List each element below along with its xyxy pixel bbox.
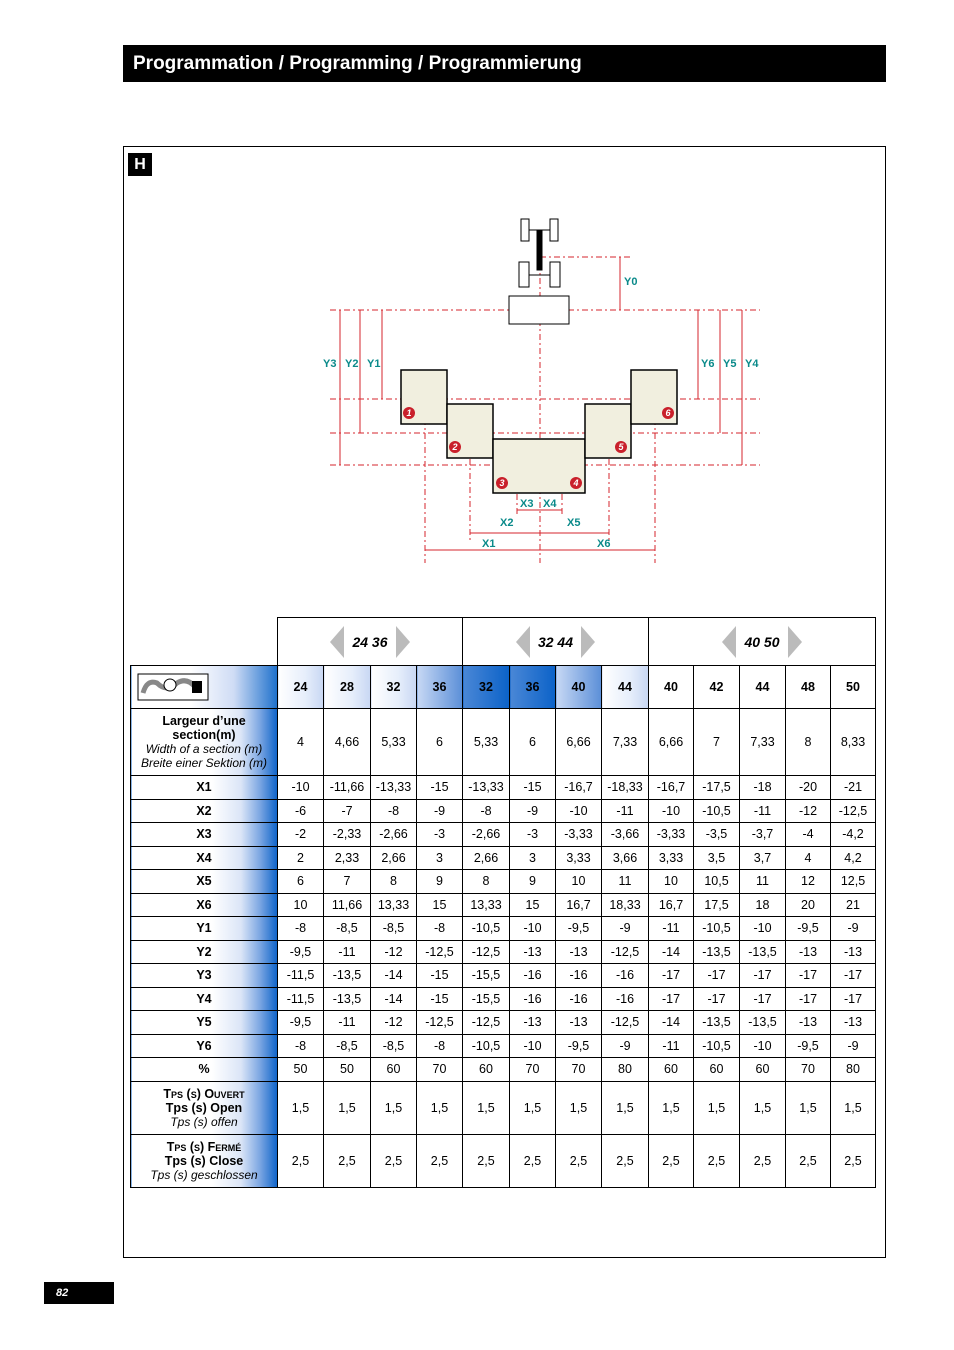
width-cell: 5,33 [371,709,417,776]
table-cell: -9,5 [556,917,602,941]
table-cell: 20 [786,893,831,917]
close-time-cell: 2,5 [649,1134,694,1187]
table-cell: 4,2 [831,846,876,870]
table-cell: 60 [463,1058,510,1082]
label-x6: X6 [597,538,611,550]
table-cell: -8 [417,1034,463,1058]
table-cell: -17 [740,987,786,1011]
table-cell: -9 [831,1034,876,1058]
close-time-cell: 2,5 [417,1134,463,1187]
table-row [131,1011,876,1035]
table-cell: -8 [371,799,417,823]
table-cell: -8 [463,799,510,823]
table-cell: 2,66 [463,846,510,870]
table-cell: 16,7 [556,893,602,917]
table-cell: -3 [417,823,463,847]
table-cell: -4 [786,823,831,847]
table-cell: 60 [649,1058,694,1082]
width-cell: 7,33 [740,709,786,776]
table-cell: 70 [510,1058,556,1082]
close-time-cell: 2,5 [740,1134,786,1187]
table-cell: -2,66 [463,823,510,847]
open-time-cell: 1,5 [602,1081,649,1134]
row-label: Y3 [131,964,278,988]
table-cell: -11 [649,917,694,941]
label-x5: X5 [567,517,581,529]
table-cell: -2 [278,823,324,847]
open-time-cell: 1,5 [463,1081,510,1134]
table-cell: -17 [694,987,740,1011]
close-time-cell: 2,5 [602,1134,649,1187]
table-row [131,823,876,847]
table-cell: -17 [786,987,831,1011]
table-cell: -3,33 [556,823,602,847]
table-cell: -15,5 [463,987,510,1011]
table-cell: -9 [831,917,876,941]
row-label: X3 [131,823,278,847]
section-number-5: 5 [618,442,624,452]
col-header-11: 48 [786,666,831,709]
open-time-cell: 1,5 [694,1081,740,1134]
col-header-0: 24 [278,666,324,709]
table-cell: 3,33 [649,846,694,870]
table-cell: 60 [694,1058,740,1082]
group-label-40-50: 40 50 [722,628,801,656]
table-cell: 13,33 [371,893,417,917]
table-cell: -8 [278,1034,324,1058]
table-cell: -14 [649,1011,694,1035]
section-number-2: 2 [452,442,458,452]
table-cell: -2,33 [324,823,371,847]
table-cell: -12,5 [417,940,463,964]
table-cell: -17,5 [694,776,740,800]
table-row [131,846,876,870]
page-number: 82 [44,1282,114,1304]
row-label: X4 [131,846,278,870]
table-cell: -12,5 [831,799,876,823]
width-cell: 7 [694,709,740,776]
table-cell: -10,5 [694,917,740,941]
table-cell: -11 [649,1034,694,1058]
open-time-cell: 1,5 [786,1081,831,1134]
table-cell: 15 [510,893,556,917]
table-cell: 60 [740,1058,786,1082]
table-cell: -16 [556,964,602,988]
open-time-cell: 1,5 [417,1081,463,1134]
table-cell: 13,33 [463,893,510,917]
close-time-cell: 2,5 [371,1134,417,1187]
table-cell: -11,66 [324,776,371,800]
width-cell: 6,66 [556,709,602,776]
table-cell: 3,5 [694,846,740,870]
table-row [131,987,876,1011]
table-row [131,799,876,823]
table-cell: -13,33 [463,776,510,800]
table-cell: -16 [556,987,602,1011]
open-time-cell: 1,5 [831,1081,876,1134]
table-cell: -2,66 [371,823,417,847]
label-x2: X2 [500,517,514,529]
table-cell: -12 [371,940,417,964]
table-cell: 50 [278,1058,324,1082]
table-cell: -13,33 [371,776,417,800]
open-time-cell: 1,5 [556,1081,602,1134]
table-cell: -8,5 [371,917,417,941]
label-x3: X3 [520,498,534,510]
table-cell: -11,5 [278,987,324,1011]
open-time-cell: 1,5 [371,1081,417,1134]
table-cell: -10,5 [694,799,740,823]
col-header-1: 28 [324,666,371,709]
table-cell: -10 [510,1034,556,1058]
close-time-cell: 2,5 [694,1134,740,1187]
table-cell: -17 [649,987,694,1011]
table-cell: -16 [510,987,556,1011]
table-cell: 10,5 [694,870,740,894]
label-x4: X4 [543,498,557,510]
table-cell: -14 [371,987,417,1011]
table-cell: -9,5 [278,1011,324,1035]
table-row [131,1058,876,1082]
col-header-4: 32 [463,666,510,709]
table-cell: -12,5 [602,940,649,964]
sprayer-section-diagram [300,205,780,570]
width-cell: 8,33 [831,709,876,776]
table-cell: -15 [417,776,463,800]
close-time-cell: 2,5 [831,1134,876,1187]
table-cell: -10,5 [463,1034,510,1058]
table-cell: -13,5 [324,964,371,988]
table-cell: -20 [786,776,831,800]
close-time-cell: 2,5 [786,1134,831,1187]
table-cell: -9,5 [556,1034,602,1058]
col-header-5: 36 [510,666,556,709]
row-label: % [131,1058,278,1082]
row-label: X6 [131,893,278,917]
table-row [131,917,876,941]
table-cell: -14 [649,940,694,964]
table-cell: 4 [786,846,831,870]
table-cell: 10 [556,870,602,894]
table-cell: -9 [602,917,649,941]
table-cell: -10 [740,1034,786,1058]
row-label: X2 [131,799,278,823]
table-cell: -14 [371,964,417,988]
table-cell: -10,5 [694,1034,740,1058]
table-cell: -13,5 [740,1011,786,1035]
table-cell: 2 [278,846,324,870]
open-time-cell: 1,5 [510,1081,556,1134]
table-cell: -11 [324,1011,371,1035]
table-cell: -10 [510,917,556,941]
table-cell: -13 [510,1011,556,1035]
table-cell: -15 [417,964,463,988]
width-cell: 6,66 [649,709,694,776]
table-cell: -8,5 [324,1034,371,1058]
table-cell: -12,5 [463,1011,510,1035]
table-cell: 9 [417,870,463,894]
label-y2: Y2 [345,358,359,370]
col-header-12: 50 [831,666,876,709]
group-label-24-36: 24 36 [330,628,409,656]
table-cell: 6 [278,870,324,894]
table-cell: -13,5 [694,1011,740,1035]
table-cell: -8 [278,917,324,941]
page-title: Programmation / Programming / Programmierung [133,53,582,74]
table-cell: 11 [740,870,786,894]
column-header-row [131,666,876,709]
table-cell: 80 [602,1058,649,1082]
table-cell: -17 [831,987,876,1011]
table-cell: -10 [278,776,324,800]
width-cell: 5,33 [463,709,510,776]
table-cell: -15 [417,987,463,1011]
table-cell: -8,5 [371,1034,417,1058]
table-cell: 7 [324,870,371,894]
sprayer-icon-cell [131,666,278,709]
table-cell: -3,5 [694,823,740,847]
table-cell: -4,2 [831,823,876,847]
table-cell: -11 [602,799,649,823]
table-cell: -9,5 [786,1034,831,1058]
group-label-32-44: 32 44 [516,628,595,656]
table-cell: 18,33 [602,893,649,917]
table-cell: -13,5 [740,940,786,964]
table-cell: -17 [694,964,740,988]
table-cell: 10 [278,893,324,917]
page-header [123,45,886,82]
row-label: X1 [131,776,278,800]
table-cell: -8,5 [324,917,371,941]
group-32-44 [463,618,649,666]
table-cell: -9,5 [786,917,831,941]
table-cell: -16,7 [556,776,602,800]
table-cell: 8 [463,870,510,894]
label-y1: Y1 [367,358,381,370]
close-time-cell: 2,5 [556,1134,602,1187]
table-row [131,893,876,917]
table-cell: -13,5 [324,987,371,1011]
table-cell: -10 [740,917,786,941]
table-row [131,776,876,800]
table-cell: 70 [417,1058,463,1082]
table-cell: 11,66 [324,893,371,917]
table-cell: -15,5 [463,964,510,988]
close-time-cell: 2,5 [278,1134,324,1187]
section-width-row [131,709,876,776]
table-cell: 3,66 [602,846,649,870]
table-cell: -17 [786,964,831,988]
table-cell: 10 [649,870,694,894]
table-cell: -12,5 [417,1011,463,1035]
table-row [131,940,876,964]
table-cell: -9 [417,799,463,823]
table-cell: 21 [831,893,876,917]
open-time-row [131,1081,876,1134]
label-y4: Y4 [745,358,759,370]
close-time-row [131,1134,876,1187]
table-row [131,870,876,894]
table-cell: 8 [371,870,417,894]
table-cell: 2,66 [371,846,417,870]
table-cell: -18 [740,776,786,800]
col-header-8: 40 [649,666,694,709]
table-cell: -12,5 [463,940,510,964]
table-cell: -11 [740,799,786,823]
width-cell: 4,66 [324,709,371,776]
table-cell: -3 [510,823,556,847]
section-number-4: 4 [573,478,579,488]
table-cell: -12,5 [602,1011,649,1035]
table-cell: 70 [786,1058,831,1082]
row-label: Y1 [131,917,278,941]
table-cell: -17 [831,964,876,988]
label-y0: Y0 [624,276,638,288]
open-time-cell: 1,5 [278,1081,324,1134]
col-header-3: 36 [417,666,463,709]
table-cell: -10 [649,799,694,823]
section-number-3: 3 [499,478,505,488]
table-cell: 12,5 [831,870,876,894]
table-cell: -12 [786,799,831,823]
table-cell: -9 [602,1034,649,1058]
row-label: X5 [131,870,278,894]
section-width-label: Largeur d’une section(m) Width of a section (m) Breite einer Sektion (m) [131,709,278,776]
table-cell: -13,5 [694,940,740,964]
open-time-label: Tps (s) Ouvert Tps (s) Open Tps (s) offen [131,1081,278,1134]
section-number-6: 6 [665,408,671,418]
table-cell: -16 [510,964,556,988]
close-time-cell: 2,5 [510,1134,556,1187]
table-cell: -9 [510,799,556,823]
table-cell: 2,33 [324,846,371,870]
label-y3: Y3 [323,358,337,370]
table-cell: -16 [602,964,649,988]
table-cell: 50 [324,1058,371,1082]
table-cell: -8 [417,917,463,941]
col-header-6: 40 [556,666,602,709]
table-cell: -17 [740,964,786,988]
row-label: Y6 [131,1034,278,1058]
table-cell: 3,33 [556,846,602,870]
table-cell: -3,33 [649,823,694,847]
table-cell: -6 [278,799,324,823]
width-cell: 6 [510,709,556,776]
programming-table [130,617,876,1188]
table-cell: -16,7 [649,776,694,800]
table-cell: 3,7 [740,846,786,870]
table-cell: -13 [831,940,876,964]
table-cell: -3,66 [602,823,649,847]
width-cell: 4 [278,709,324,776]
table-cell: 60 [371,1058,417,1082]
open-time-cell: 1,5 [649,1081,694,1134]
section-number-1: 1 [406,408,412,418]
table-cell: -12 [371,1011,417,1035]
table-cell: -9,5 [278,940,324,964]
table-cell: -11,5 [278,964,324,988]
table-cell: 18 [740,893,786,917]
group-header-row [131,618,876,666]
table-cell: -21 [831,776,876,800]
label-y5: Y5 [723,358,737,370]
table-cell: -13 [510,940,556,964]
close-time-cell: 2,5 [324,1134,371,1187]
table-cell: 70 [556,1058,602,1082]
table-cell: -10,5 [463,917,510,941]
table-cell: 12 [786,870,831,894]
col-header-2: 32 [371,666,417,709]
table-cell: 3 [510,846,556,870]
width-cell: 8 [786,709,831,776]
width-cell: 6 [417,709,463,776]
group-40-50 [649,618,876,666]
table-cell: -10 [556,799,602,823]
table-cell: -18,33 [602,776,649,800]
table-cell: -13 [556,1011,602,1035]
width-cell: 7,33 [602,709,649,776]
section-badge: H [128,153,152,176]
table-cell: -17 [649,964,694,988]
table-cell: -16 [602,987,649,1011]
label-x1: X1 [482,538,496,550]
table-row [131,964,876,988]
table-cell: -15 [510,776,556,800]
table-cell: -13 [556,940,602,964]
table-cell: 80 [831,1058,876,1082]
table-cell: 3 [417,846,463,870]
table-cell: -7 [324,799,371,823]
table-cell: -13 [831,1011,876,1035]
col-header-10: 44 [740,666,786,709]
open-time-cell: 1,5 [740,1081,786,1134]
table-cell: -13 [786,1011,831,1035]
row-label: Y4 [131,987,278,1011]
table-cell: -11 [324,940,371,964]
table-cell: 17,5 [694,893,740,917]
table-row [131,1034,876,1058]
row-label: Y5 [131,1011,278,1035]
table-cell: 11 [602,870,649,894]
group-24-36 [278,618,463,666]
close-time-cell: 2,5 [463,1134,510,1187]
table-cell: -13 [786,940,831,964]
close-time-label: Tps (s) Fermé Tps (s) Close Tps (s) geschlossen [131,1134,278,1187]
sprayer-icon [137,673,209,701]
table-cell: 9 [510,870,556,894]
col-header-9: 42 [694,666,740,709]
table-cell: -3,7 [740,823,786,847]
row-label: Y2 [131,940,278,964]
value-rows [131,776,876,1082]
table-cell: 15 [417,893,463,917]
col-header-7: 44 [602,666,649,709]
open-time-cell: 1,5 [324,1081,371,1134]
table-cell: 16,7 [649,893,694,917]
label-y6: Y6 [701,358,715,370]
